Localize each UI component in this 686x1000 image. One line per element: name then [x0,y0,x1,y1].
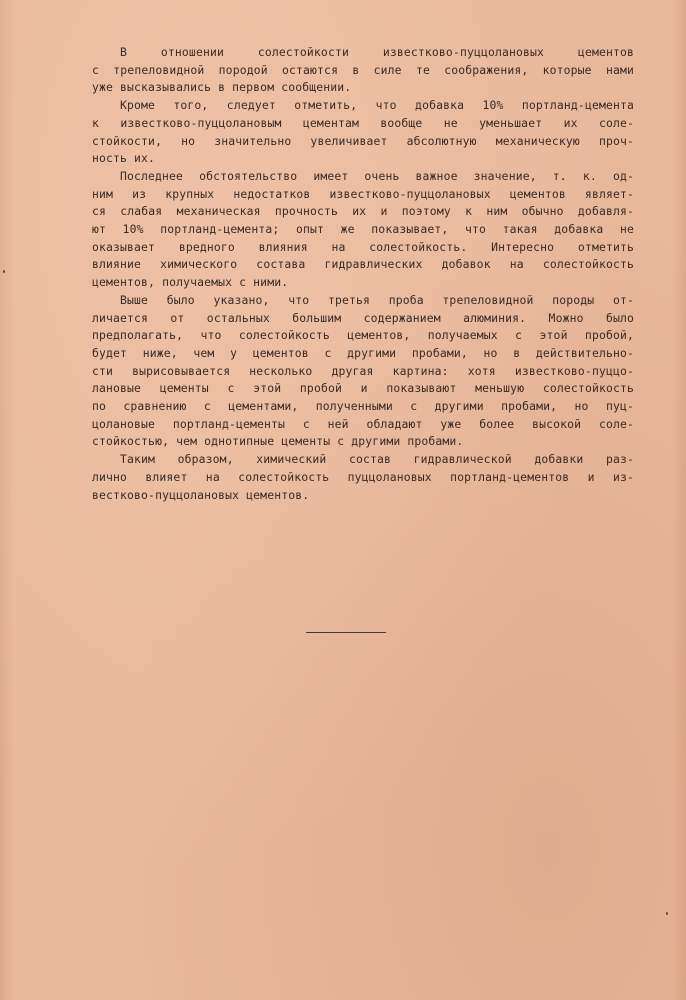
paragraph-5 [92,451,634,504]
text-line: влияние химического состава гидравлических добавок на солестойкость [92,257,634,272]
text-line: оказывает вредного влияния на солестойкость. Интересно отметить [92,239,634,254]
text-line: Кроме того, следует отметить, что добавка 10% портланд-цемента [120,98,634,113]
text-line: предполагать, что солестойкость цементов, получаемых с этой пробой, [92,328,634,343]
text-line: лично влияет на солестойкость пуццолановых портланд-цементов и из- [92,469,634,484]
text-line: к известково-пуццолановым цементам вообще не уменьшает их соле- [92,115,634,130]
text-line: ся слабая механическая прочность их и поэтому к ним обычно добавля- [92,204,634,219]
text-line: Выше было указано, что третья проба трепеловидной породы от- [120,292,634,307]
text-line: Последнее обстоятельство имеет очень важное значение, т. к. од- [120,168,634,183]
paragraph-2 [92,97,634,168]
text-line: ют 10% портланд-цемента; опыт же показывает, что такая добавка не [92,222,634,237]
section-divider [306,632,386,633]
text-line: сти вырисовывается несколько другая картина: хотя известково-пуццо- [92,363,634,378]
margin-speck [666,912,668,915]
text-line: ность их. [92,151,156,166]
text-line: Таким образом, химический состав гидравлической добавки раз- [120,452,634,467]
text-line: уже высказывались в первом сообщении. [92,80,352,95]
text-line: стойкости, но значительно увеличивает абсолютную механическую проч- [92,133,634,148]
text-line: вестково-пуццолановых цементов. [92,487,310,502]
text-line: личается от остальных большим содержанием алюминия. Можно было [92,310,634,325]
text-line: с трепеловидной породой остаются в силе те соображения, которые нами [92,62,634,77]
margin-speck [3,270,5,273]
text-line: по сравнению с цементами, полученными с другими пробами, но пуц- [92,399,634,414]
text-line: цолановые портланд-цементы с ней обладают уже более высокой соле- [92,416,634,431]
text-line: цементов, получаемых с ними. [92,275,289,290]
text-line: будет ниже, чем у цементов с другими пробами, но в действительно- [92,345,634,360]
paragraph-1 [92,44,634,97]
paragraph-3 [92,168,634,292]
paragraph-4 [92,292,634,451]
text-line: лановые цементы с этой пробой и показывают меньшую солестойкость [92,381,634,396]
text-line: ним из крупных недостатков известково-пуццолановых цементов являет- [92,186,634,201]
body-text [92,44,634,504]
text-line: стойкостью, чем однотипные цементы с другими пробами. [92,434,464,449]
text-line: В отношении солестойкости известково-пуццолановых цементов [120,45,634,59]
